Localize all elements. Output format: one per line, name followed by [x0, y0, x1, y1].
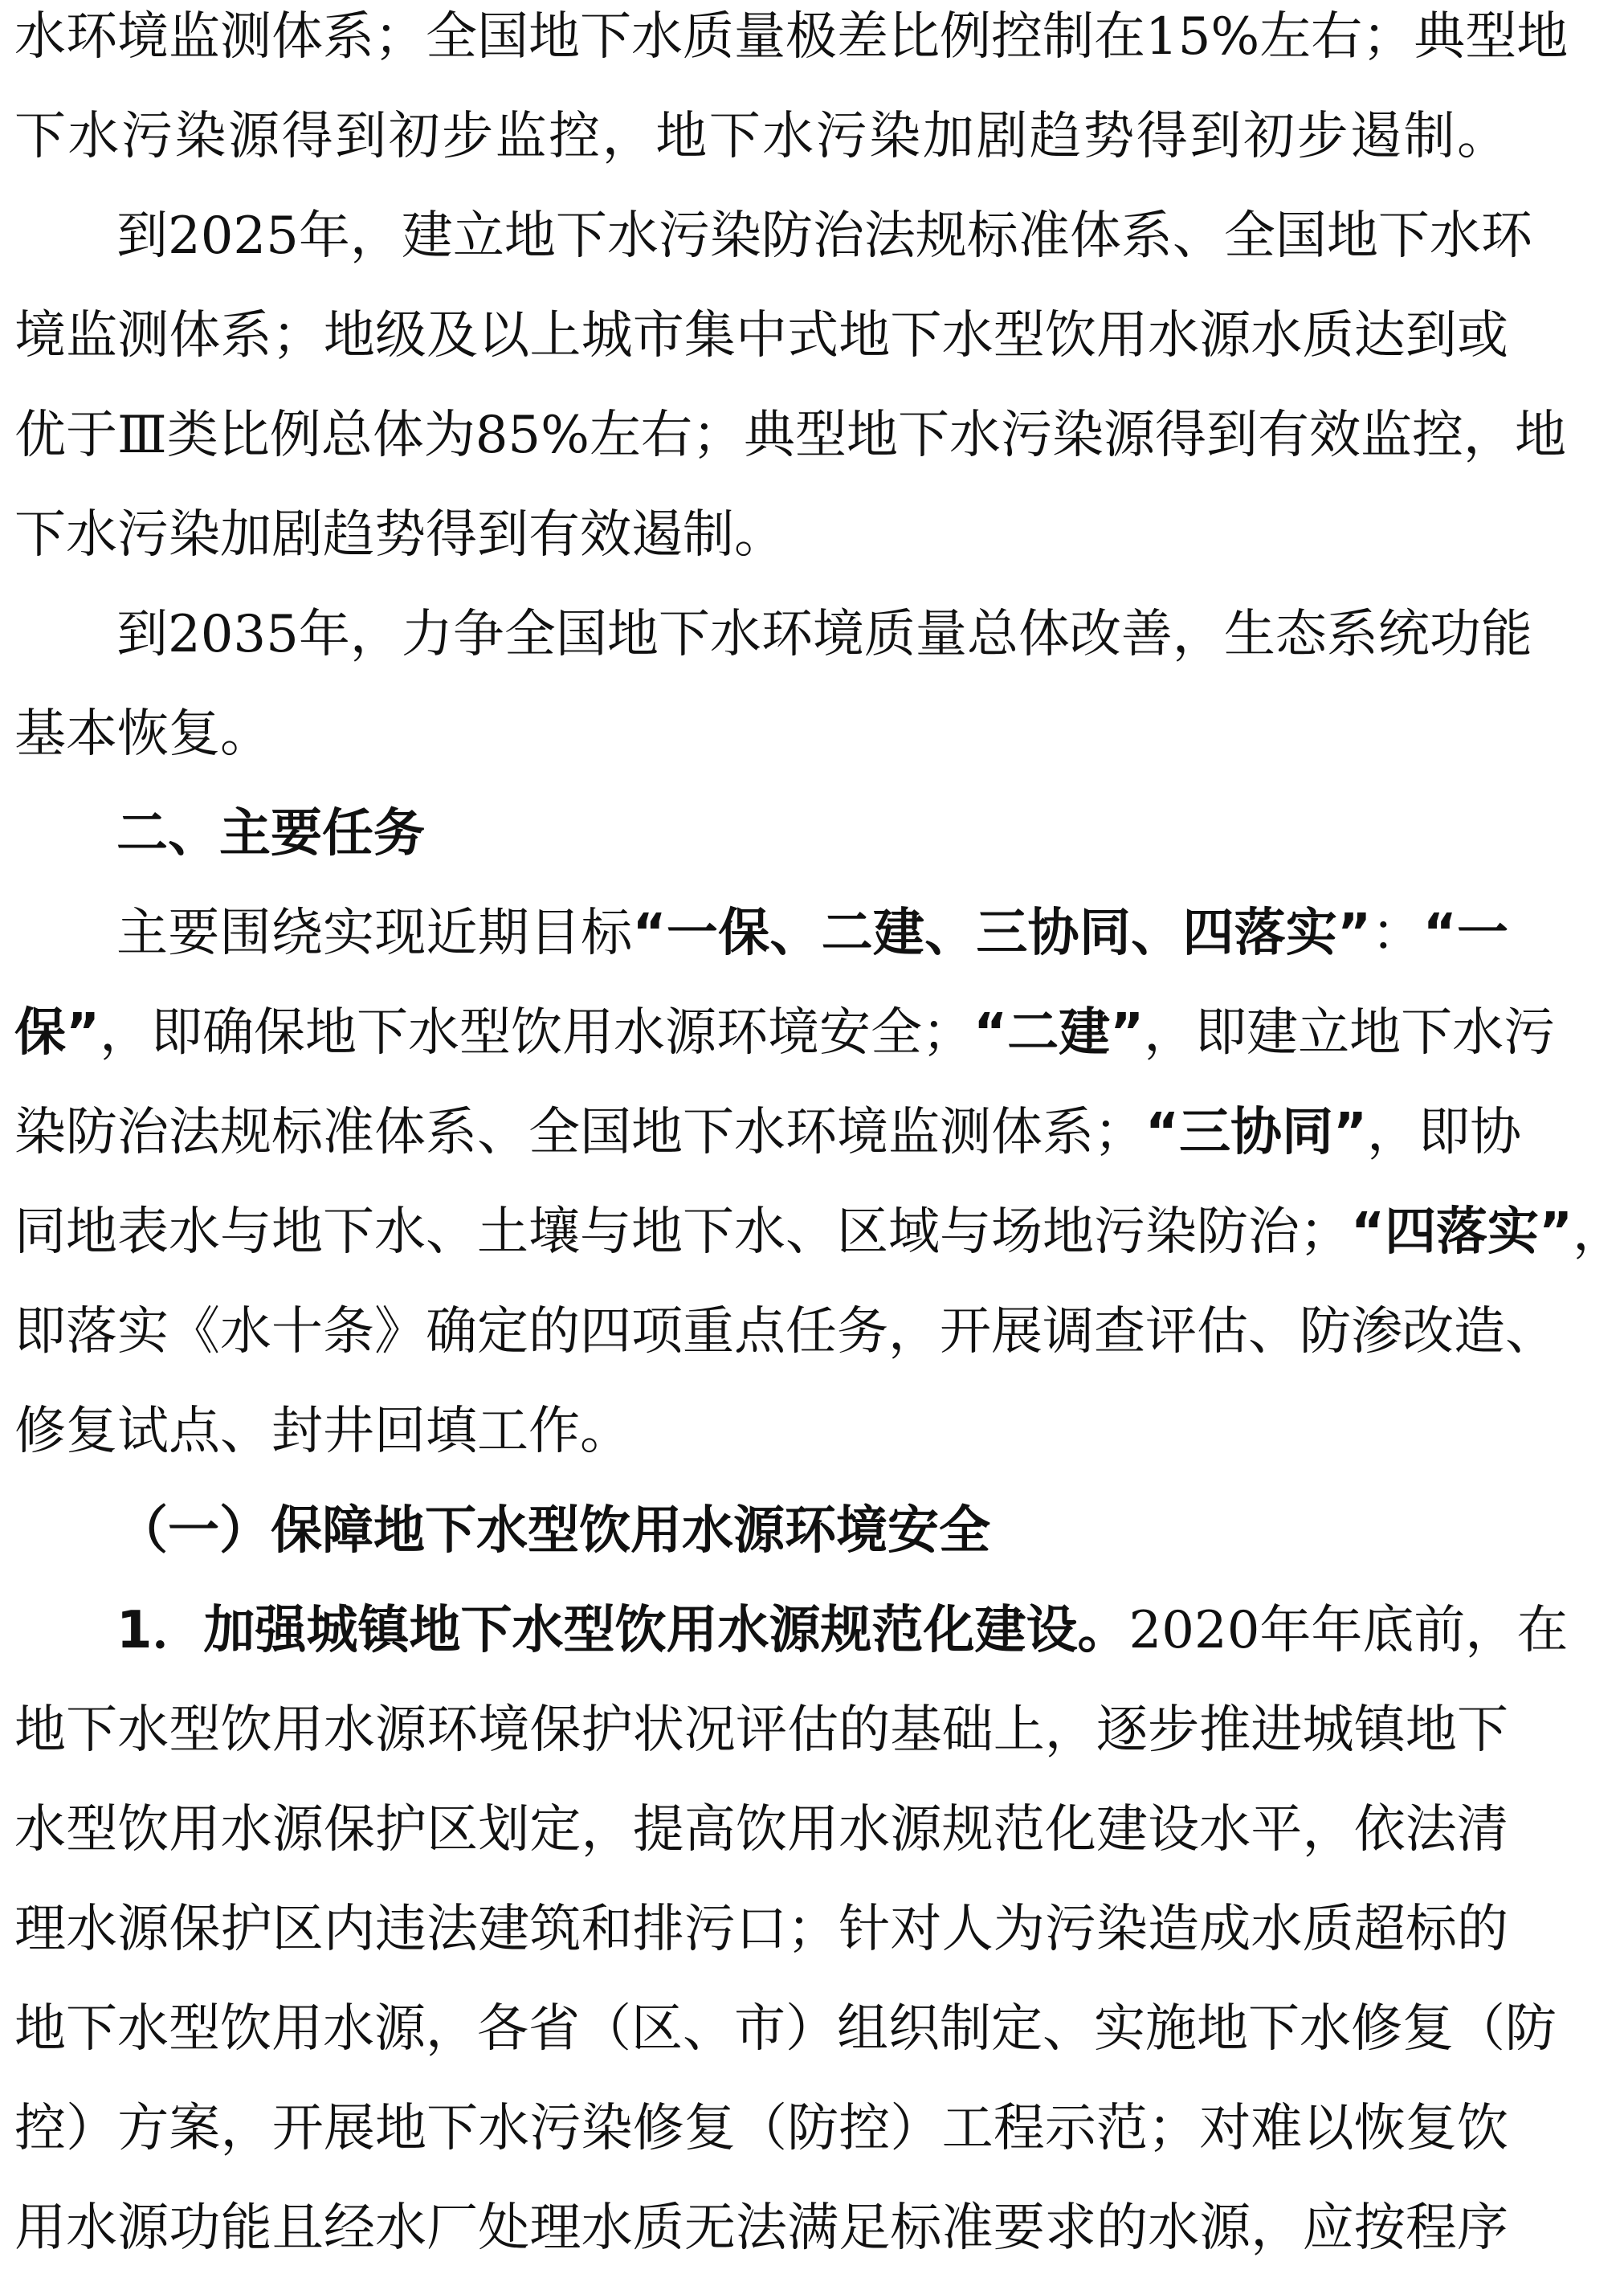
text-line: 到2035年，力争全国地下水环境质量总体改善，生态系统功能 [116, 605, 1532, 664]
text-run: ， [1573, 1202, 1624, 1262]
text-run: 2020年年底前，在 [1128, 1601, 1569, 1660]
text-line: 地下水型饮用水源环境保护状况评估的基础上，逐步推进城镇地下 [14, 1700, 1508, 1760]
subsection-heading: （一）保障地下水型饮用水源环境安全 [116, 1501, 990, 1561]
text-line: 水型饮用水源保护区划定，提高饮用水源规范化建设水平，依法清 [14, 1800, 1508, 1860]
text-run: 染防治法规标准体系、全国地下水环境监测体系； [14, 1103, 1145, 1162]
text-line [116, 884, 1508, 983]
text-line: 下水污染加剧趋势得到有效遏制。 [14, 505, 785, 565]
text-line: 下水污染源得到初步监控，地下水污染加剧趋势得到初步遏制。 [14, 107, 1508, 166]
bold-phrase: “四落实” [1351, 1202, 1573, 1262]
text-line: 到2025年，建立地下水污染防治法规标准体系、全国地下水环 [116, 206, 1532, 266]
text-line [14, 1083, 1522, 1182]
text-run: ，即建立地下水污 [1144, 1003, 1556, 1063]
text-line: 水环境监测体系；全国地下水质量极差比例控制在15%左右；典型地 [14, 7, 1569, 67]
section-heading: 二、主要任务 [116, 804, 425, 863]
text-line: 控）方案，开展地下水污染修复（防控）工程示范；对难以恢复饮 [14, 2099, 1508, 2158]
text-line: 优于Ⅲ类比例总体为85%左右；典型地下水污染源得到有效监控，地 [14, 406, 1566, 465]
text-run: 主要围绕实现近期目标 [116, 904, 633, 963]
text-line: 修复试点、封井回填工作。 [14, 1402, 631, 1461]
text-line [116, 1581, 1569, 1680]
text-line: 境监测体系；地级及以上城市集中式地下水型饮用水源水质达到或 [14, 306, 1508, 365]
text-line [14, 983, 1556, 1083]
bold-phrase: “一保、二建、三协同、四落实” [632, 904, 1372, 963]
text-line: 用水源功能且经水厂处理水质无法满足标准要求的水源，应按程序 [14, 2198, 1508, 2258]
text-line: 即落实《水十条》确定的四项重点任务，开展调查评估、防渗改造、 [14, 1302, 1557, 1361]
bold-phrase: 保” [14, 1003, 100, 1063]
text-line: 理水源保护区内违法建筑和排污口；针对人为污染造成水质超标的 [14, 1900, 1508, 1959]
bold-phrase: “一 [1422, 904, 1509, 963]
text-line: 基本恢复。 [14, 704, 271, 764]
text-line: 地下水型饮用水源，各省（区、市）组织制定、实施地下水修复（防 [14, 1999, 1557, 2059]
bold-phrase: “三协同” [1145, 1103, 1368, 1162]
text-run: ： [1371, 904, 1423, 963]
text-run: ，即协 [1367, 1103, 1522, 1162]
text-run: ，即确保地下水型饮用水源环境安全； [100, 1003, 974, 1063]
text-run: 同地表水与地下水、土壤与地下水、区域与场地污染防治； [14, 1202, 1351, 1262]
text-line [14, 1182, 1624, 1282]
bold-phrase: “二建” [973, 1003, 1145, 1063]
item-title: 1．加强城镇地下水型饮用水源规范化建设。 [116, 1601, 1129, 1660]
